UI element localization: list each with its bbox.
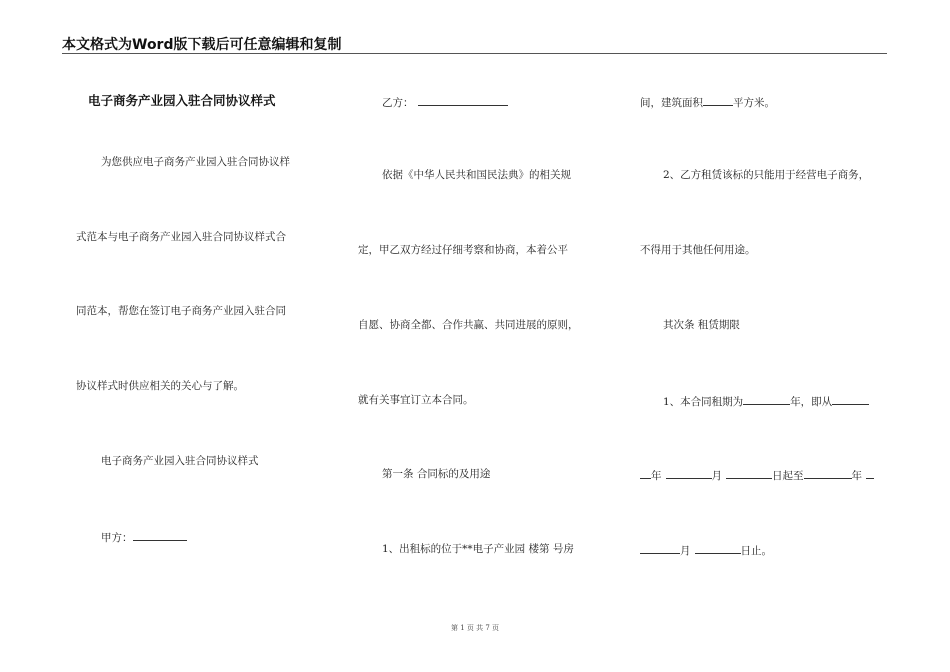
party-b-label: 乙方：	[382, 97, 414, 109]
area-blank	[703, 94, 733, 106]
paragraph-line: 式范本与电子商务产业园入驻合同协议样式合	[76, 231, 286, 243]
area-line	[640, 94, 775, 110]
area-prefix: 间，建筑面积	[640, 97, 703, 109]
area-suffix: 平方米。	[733, 97, 775, 109]
paragraph-line: 就有关事宜订立本合同。	[358, 394, 474, 406]
end-year-blank	[804, 467, 852, 479]
end-day-blank	[695, 542, 741, 554]
paragraph-line: 为您供应电子商务产业园入驻合同协议样	[101, 156, 290, 168]
paragraph-line: 协议样式时供应相关的关心与了解。	[76, 380, 244, 392]
start-year-blank	[640, 467, 651, 479]
start-year-label: 年	[651, 470, 662, 482]
paragraph-line: 1、出租标的位于**电子产业园 楼第 号房	[382, 543, 574, 555]
start-month-label: 月	[711, 470, 722, 482]
end-month-label: 月	[680, 545, 691, 557]
paragraph-line: 同范本，帮您在签订电子商务产业园入驻合同	[76, 305, 286, 317]
party-b-line	[382, 94, 508, 110]
header-divider	[62, 53, 887, 54]
term-prefix: 1、本合同租期为	[663, 396, 744, 408]
date-end-line	[640, 542, 772, 558]
end-month-blank	[640, 542, 680, 554]
start-day-label: 日起至	[772, 470, 804, 482]
article-heading: 第一条 合同标的及用途	[382, 468, 491, 480]
term-mid: 年，即从	[790, 396, 833, 408]
date-range-line	[640, 467, 874, 483]
paragraph-line: 不得用于其他任何用途。	[640, 244, 756, 256]
start-day-blank	[726, 467, 772, 479]
term-line	[663, 393, 869, 409]
paragraph-line: 自愿、协商全都、合作共赢、共同进展的原则，	[358, 319, 579, 331]
page-number: 第 1 页 共 7 页	[450, 624, 500, 632]
article-heading: 其次条 租赁期限	[663, 319, 740, 331]
section-heading: 电子商务产业园入驻合同协议样式	[101, 455, 259, 467]
party-a-label: 甲方：	[101, 532, 133, 544]
paragraph-line: 依据《中华人民共和国民法典》的相关规	[382, 169, 571, 181]
party-a-blank	[133, 529, 187, 541]
document-header: 本文格式为Word版下载后可任意编辑和复制	[62, 37, 342, 53]
paragraph-line: 2、乙方租赁该标的只能用于经营电子商务，	[663, 169, 870, 181]
party-b-blank	[418, 94, 508, 106]
term-start-blank	[832, 393, 869, 405]
start-month-blank	[666, 467, 712, 479]
document-title: 电子商务产业园入驻合同协议样式	[88, 93, 276, 108]
term-years-blank	[743, 393, 790, 405]
end-month-lead-blank	[866, 467, 874, 479]
party-a-line	[101, 529, 187, 545]
paragraph-line: 定，甲乙双方经过仔细考察和协商，本着公平	[358, 244, 568, 256]
end-day-label: 日止。	[740, 545, 772, 557]
end-year-label: 年	[851, 470, 862, 482]
